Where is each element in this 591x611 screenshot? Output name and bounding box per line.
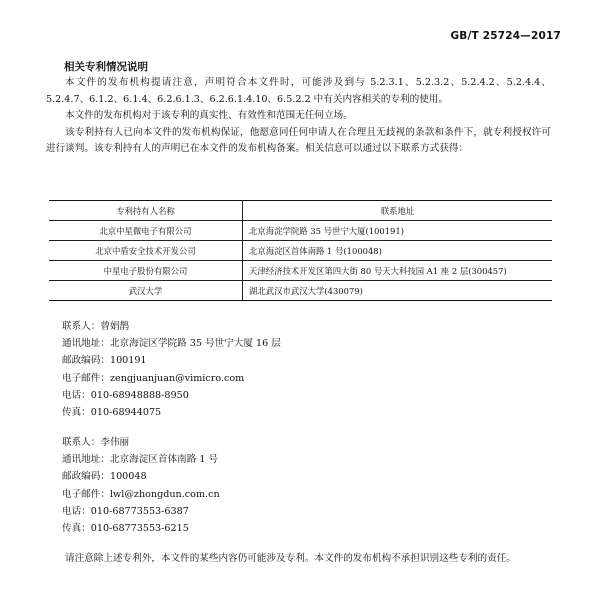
contact-fax: 传真：010-68944075 [62, 407, 162, 419]
holder-name-cell: 武汉大学 [49, 281, 243, 301]
intro-paragraph: 本文件的发布机构提请注意，声明符合本文件时，可能涉及到与 5.2.3.1、5.2.3.2、5.2.4.2、5.2.4.4、5.2.4.7、6.1.2、6.1.4、6.2.6.1.3、6.2.6.1.4.10、6.5.2.2 中有关内容相关的专利的使用。 [46, 77, 551, 105]
intro-paragraph: 该专利持有人已向本文件的发布机构保证，他愿意同任何申请人在合理且无歧视的条款和条件下，就专利授权许可进行谈判。该专利持有人的声明已在本文件的发布机构备案。相关信息可以通过以下联系方式获得： [46, 126, 551, 154]
intro-text [46, 75, 551, 158]
table-header-holder: 专利持有人名称 [49, 201, 243, 221]
contact-person: 联系人：曾娟鹊 [62, 321, 130, 332]
contact-email: 电子邮件：zengjuanjuan@vimicro.com [62, 372, 245, 384]
footer-note: 请注意除上述专利外，本文件的某些内容仍可能涉及专利。本文件的发布机构不承担识别这些专利的责任。 [65, 553, 516, 564]
intro-paragraph: 本文件的发布机构对于该专利的真实性、有效性和范围无任何立场。 [65, 110, 353, 121]
address-cell: 北京海淀区首体南路 1 号(100048) [243, 241, 553, 261]
table-row [49, 281, 552, 301]
table-row [49, 221, 552, 241]
address-cell: 湖北武汉市武汉大学(430079) [243, 281, 553, 301]
contact-person: 联系人：李伟丽 [62, 437, 130, 448]
contact-block [62, 318, 281, 421]
holder-name-cell: 中星电子股份有限公司 [49, 261, 243, 281]
contact-phone: 电话：010-68948888-8950 [62, 389, 189, 401]
contact-block [62, 434, 220, 537]
holder-name-cell: 北京中星微电子有限公司 [49, 221, 243, 241]
contact-address: 通讯地址：北京海淀区学院路 35 号世宁大厦 16 层 [62, 338, 281, 350]
section-title: 相关专利情况说明 [64, 61, 148, 73]
patent-holder-table [49, 200, 552, 301]
contact-postcode: 邮政编码：100191 [62, 355, 147, 367]
contact-email: 电子邮件：lwl@zhongdun.com.cn [62, 488, 220, 500]
contact-fax: 传真：010-68773553-6215 [62, 523, 189, 535]
address-cell: 天津经济技术开发区第四大街 80 号天大科技园 A1 座 2 层(300457) [243, 261, 553, 281]
standard-code: GB/T 25724—2017 [450, 30, 561, 42]
holder-name-cell: 北京中盾安全技术开发公司 [49, 241, 243, 261]
contact-phone: 电话：010-68773553-6387 [62, 505, 189, 517]
contact-postcode: 邮政编码：100048 [62, 471, 147, 483]
table-row [49, 261, 552, 281]
table-row [49, 241, 552, 261]
table-header-row [49, 201, 552, 221]
address-cell: 北京海淀学院路 35 号世宁大厦(100191) [243, 221, 553, 241]
table-header-address: 联系地址 [243, 201, 553, 221]
contact-address: 通讯地址：北京海淀区首体南路 1 号 [62, 454, 219, 466]
